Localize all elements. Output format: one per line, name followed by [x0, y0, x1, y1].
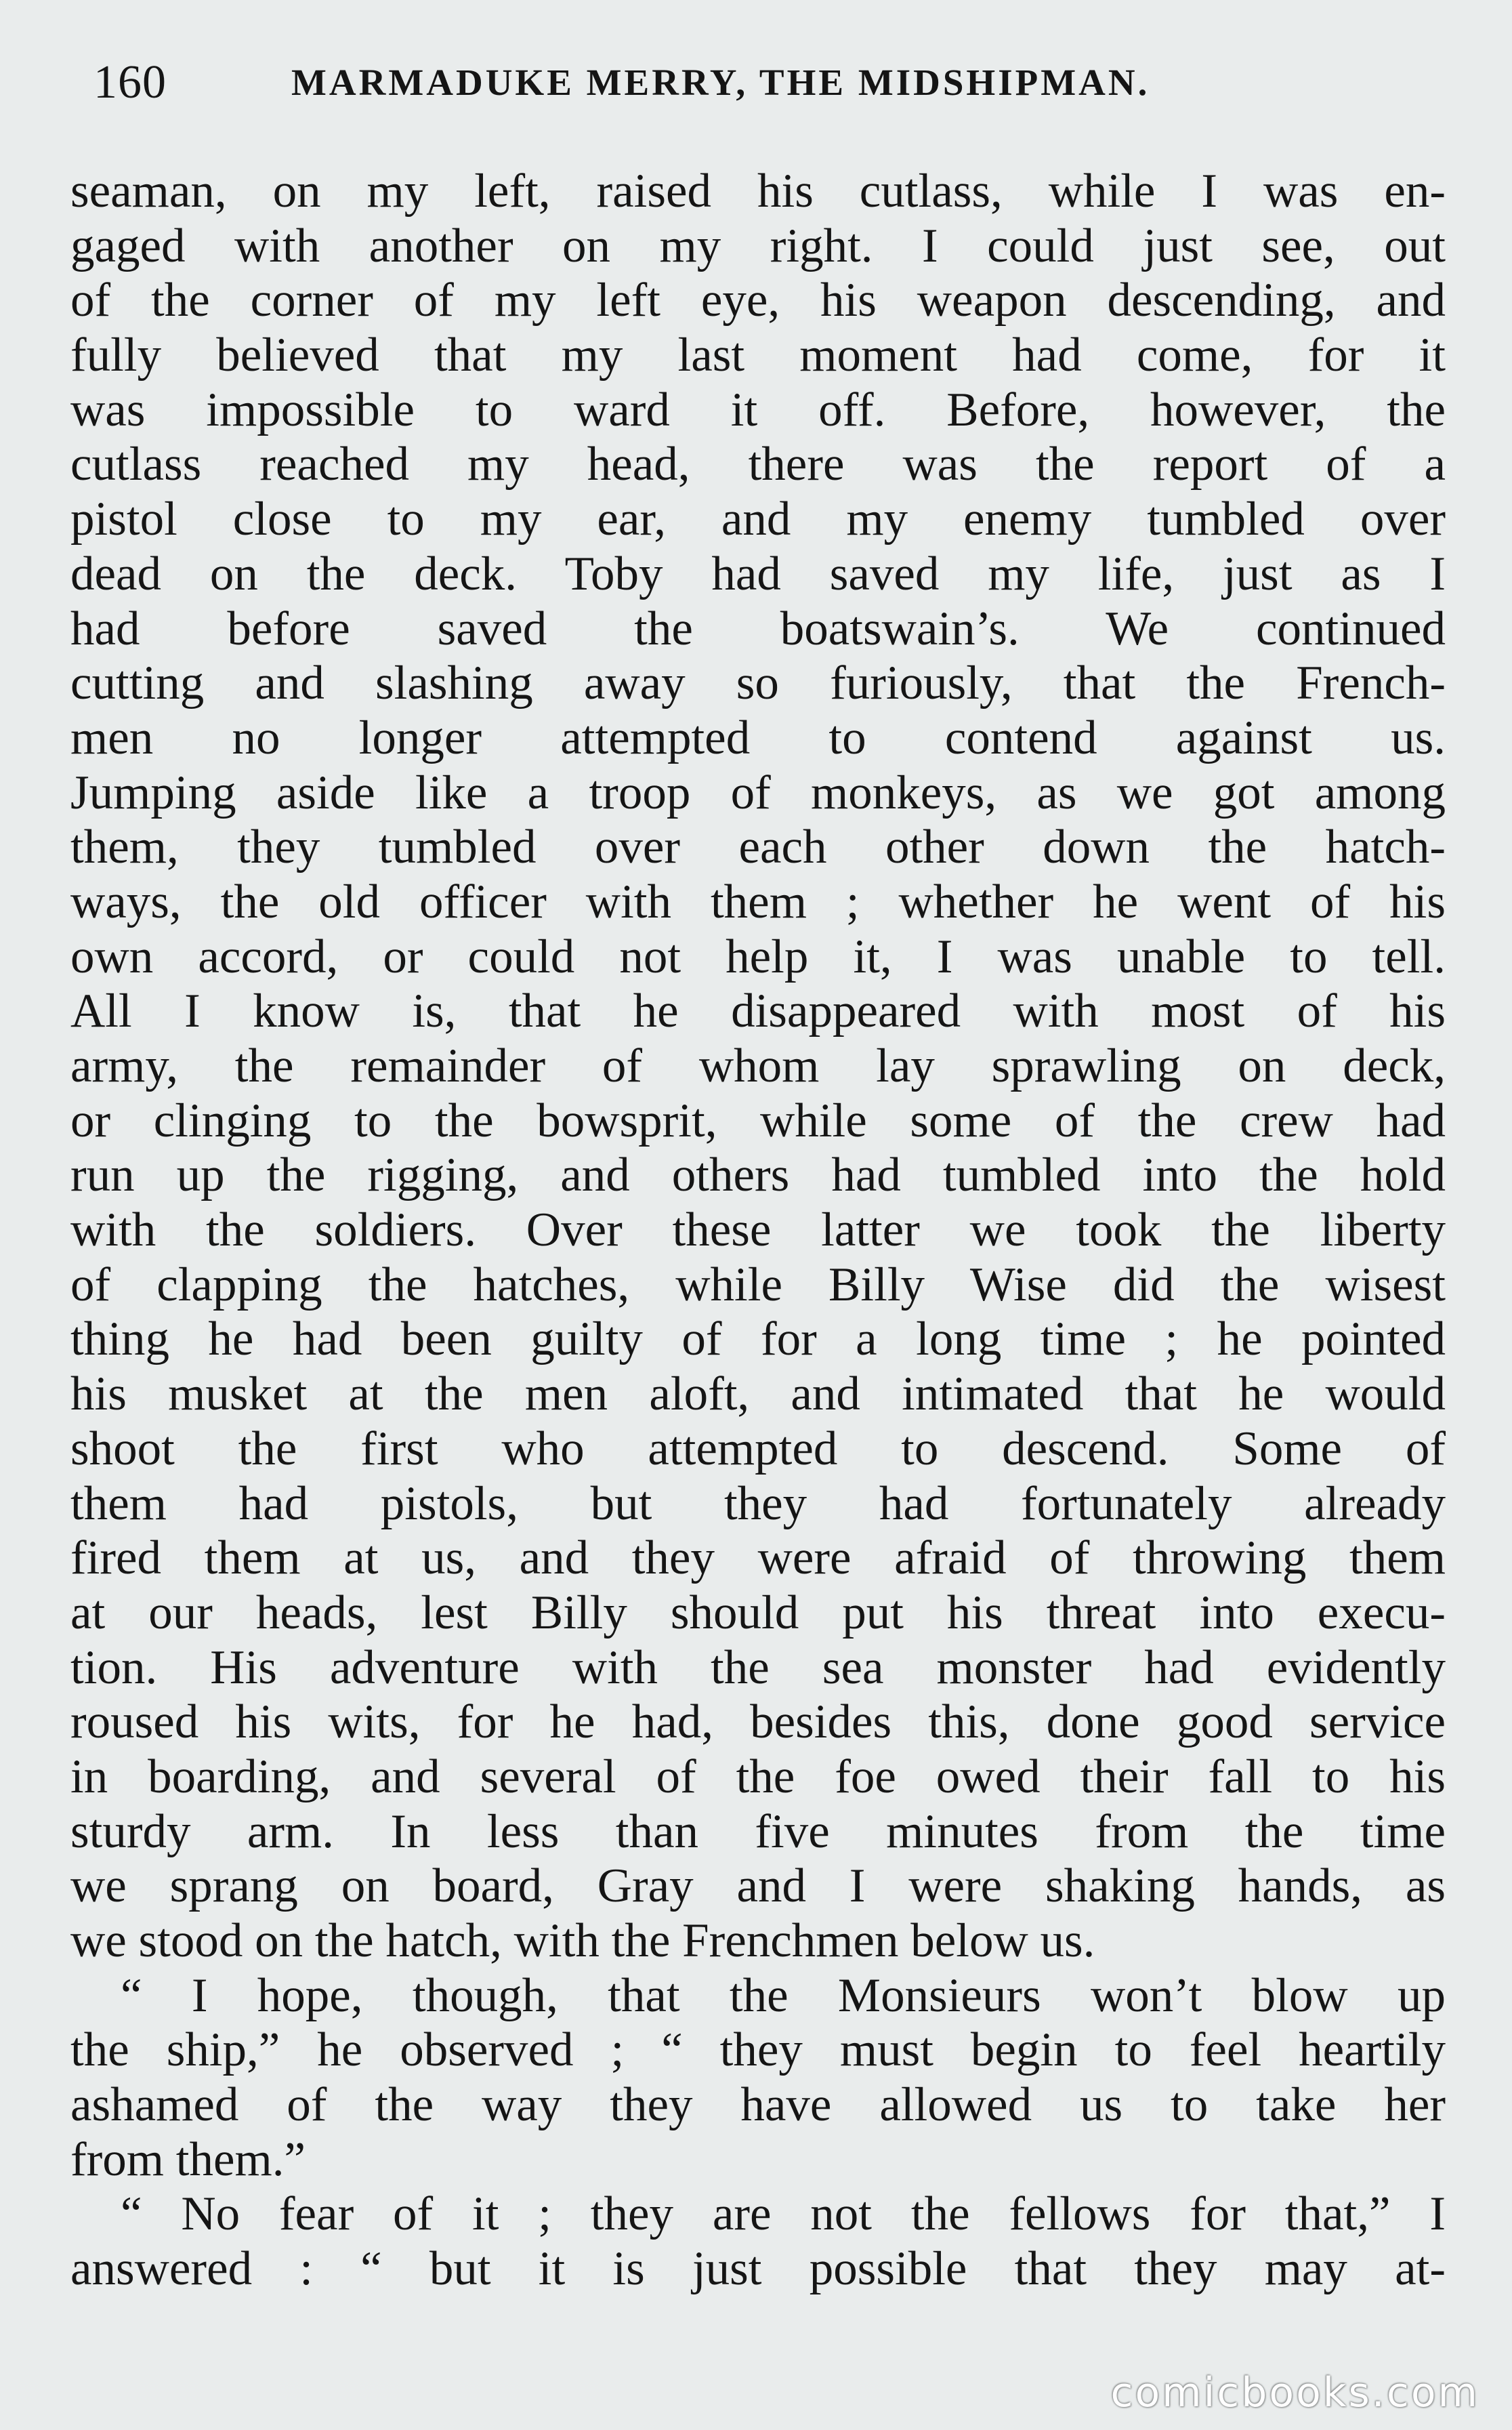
text-line: All I know is, that he disappeared with most of his — [70, 985, 1446, 1038]
text-line: them, they tumbled over each other down the hatch- — [70, 821, 1446, 874]
text-line: in boarding, and several of the foe owed their fall to his — [70, 1750, 1446, 1803]
text-line: cutting and slashing away so furiously, that the French- — [70, 657, 1446, 710]
text-line: run up the rigging, and others had tumbled into the hold — [70, 1149, 1446, 1202]
text-line: fully believed that my last moment had come, for it — [70, 329, 1446, 382]
text-line: ways, the old officer with them ; whether he went of his — [70, 875, 1446, 928]
running-title: MARMADUKE MERRY, THE MIDSHIPMAN. — [291, 62, 1150, 103]
text-line: from them.” — [70, 2133, 306, 2186]
text-line: tion. His adventure with the sea monster had evidently — [70, 1641, 1446, 1694]
text-line: his musket at the men aloft, and intimated that he would — [70, 1367, 1446, 1421]
text-line: of the corner of my left eye, his weapon descending, and — [70, 274, 1446, 327]
text-line: army, the remainder of whom lay sprawling on deck, — [70, 1039, 1446, 1092]
text-line: or clinging to the bowsprit, while some of the crew had — [70, 1094, 1446, 1147]
text-line: was impossible to ward it off. Before, however, the — [70, 383, 1446, 436]
text-line: own accord, or could not help it, I was unable to tell. — [70, 930, 1446, 983]
text-line: ashamed of the way they have allowed us to take her — [70, 2078, 1446, 2132]
text-line: Jumping aside like a troop of monkeys, as we got among — [70, 766, 1446, 819]
text-line: shoot the first who attempted to descend. Some of — [70, 1422, 1446, 1475]
text-line: roused his wits, for he had, besides this, done good service — [70, 1695, 1446, 1749]
text-line: “ No fear of it ; they are not the fellows for that,” I — [121, 2187, 1446, 2241]
page-header — [93, 49, 1259, 117]
text-line: with the soldiers. Over these latter we took the liberty — [70, 1203, 1446, 1257]
page-number: 160 — [93, 56, 167, 108]
body-text — [70, 164, 1446, 2297]
text-line: seaman, on my left, raised his cutlass, while I was en- — [70, 165, 1446, 218]
text-line: sturdy arm. In less than five minutes from the time — [70, 1805, 1446, 1858]
text-line: thing he had been guilty of for a long time ; he pointed — [70, 1313, 1446, 1366]
text-line: dead on the deck. Toby had saved my life, just as I — [70, 547, 1446, 600]
text-line: we sprang on board, Gray and I were shaking hands, as — [70, 1859, 1446, 1913]
text-line: at our heads, lest Billy should put his threat into execu- — [70, 1586, 1446, 1639]
text-line: pistol close to my ear, and my enemy tumbled over — [70, 493, 1446, 546]
text-line: the ship,” he observed ; “ they must begin to feel heartily — [70, 2023, 1446, 2077]
watermark: comicbooks.com — [1110, 2369, 1479, 2416]
text-line: had before saved the boatswain’s. We continued — [70, 602, 1446, 655]
text-line: of clapping the hatches, while Billy Wise did the wisest — [70, 1258, 1446, 1311]
text-line: men no longer attempted to contend against us. — [70, 711, 1446, 764]
text-line: them had pistols, but they had fortunately already — [70, 1477, 1446, 1530]
text-line: gaged with another on my right. I could just see, out — [70, 219, 1446, 272]
text-line: cutlass reached my head, there was the report of a — [70, 438, 1446, 491]
text-line: answered : “ but it is just possible that they may at- — [70, 2242, 1446, 2296]
text-line: we stood on the hatch, with the Frenchmen below us. — [70, 1914, 1095, 1967]
text-line: “ I hope, though, that the Monsieurs won’t blow up — [121, 1969, 1446, 2022]
text-line: fired them at us, and they were afraid of throwing them — [70, 1531, 1446, 1585]
